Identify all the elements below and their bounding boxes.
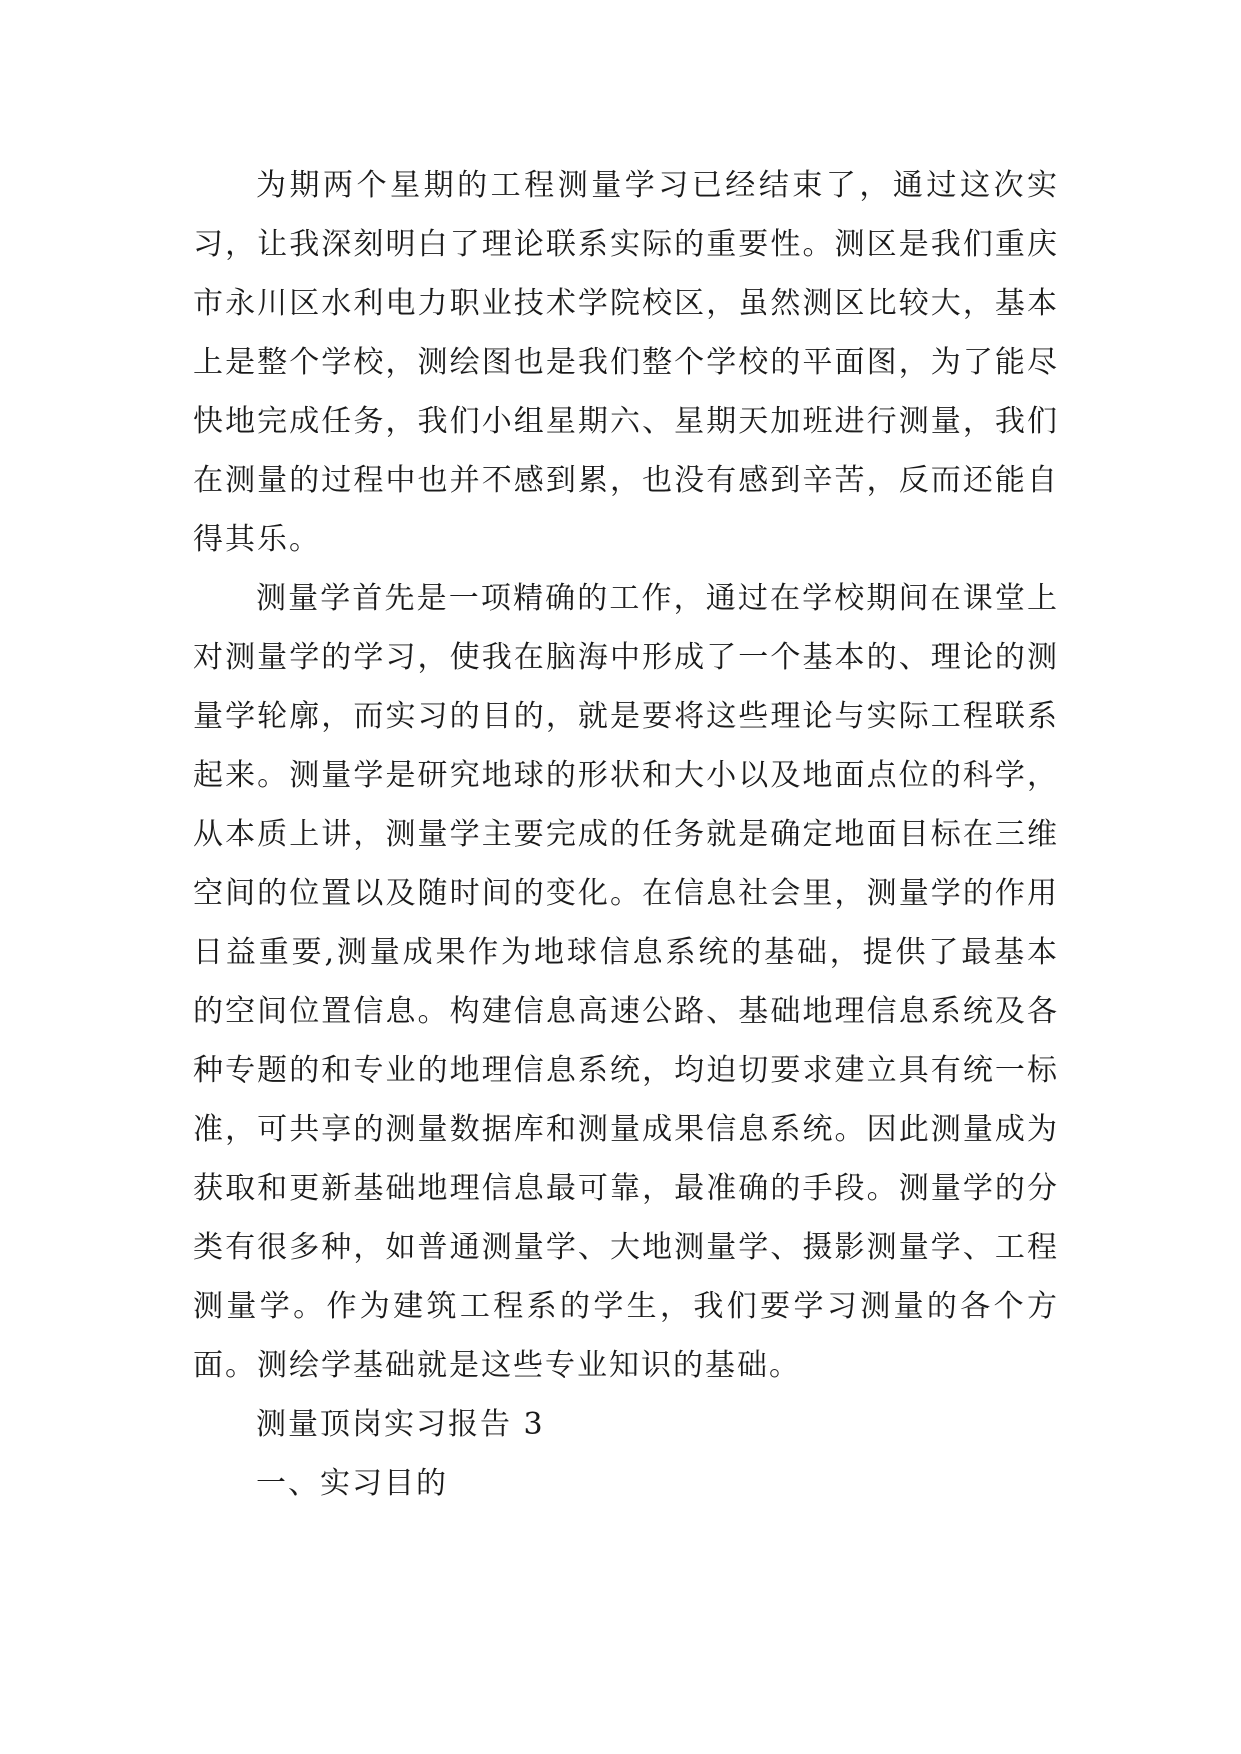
document-body bbox=[193, 156, 1059, 1513]
section-title: 测量顶岗实习报告 3 bbox=[256, 1407, 545, 1442]
subsection-title: 一、实习目的 bbox=[256, 1466, 448, 1501]
paragraph-2: 测量学首先是一项精确的工作，通过在学校期间在课堂上对测量学的学习，使我在脑海中形成了一个基本的、理论的测量学轮廓，而实习的目的，就是要将这些理论与实际工程联系起来。测量学是研究地球的形状和大小以及地面点位的科学，从本质上讲，测量学主要完成的任务就是确定地面目标在三维空间的位置以及随时间的变化。在信息社会里，测量学的作用日益重要,测量成果作为地球信息系统的基础，提供了最基本的空间位置信息。构建信息高速公路、基础地理信息系统及各种专题的和专业的地理信息系统，均迫切要求建立具有统一标准，可共享的测量数据库和测量成果信息系统。因此测量成为获取和更新基础地理信息最可靠，最准确的手段。测量学的分类有很多种，如普通测量学、大地测量学、摄影测量学、工程测量学。作为建筑工程系的学生，我们要学习测量的各个方面。测绘学基础就是这些专业知识的基础。 bbox=[193, 581, 1059, 1383]
paragraph-1: 为期两个星期的工程测量学习已经结束了，通过这次实习，让我深刻明白了理论联系实际的重要性。测区是我们重庆市永川区水利电力职业技术学院校区，虽然测区比较大，基本上是整个学校，测绘图也是我们整个学校的平面图，为了能尽快地完成任务，我们小组星期六、星期天加班进行测量，我们在测量的过程中也并不感到累，也没有感到辛苦，反而还能自得其乐。 bbox=[193, 168, 1059, 557]
